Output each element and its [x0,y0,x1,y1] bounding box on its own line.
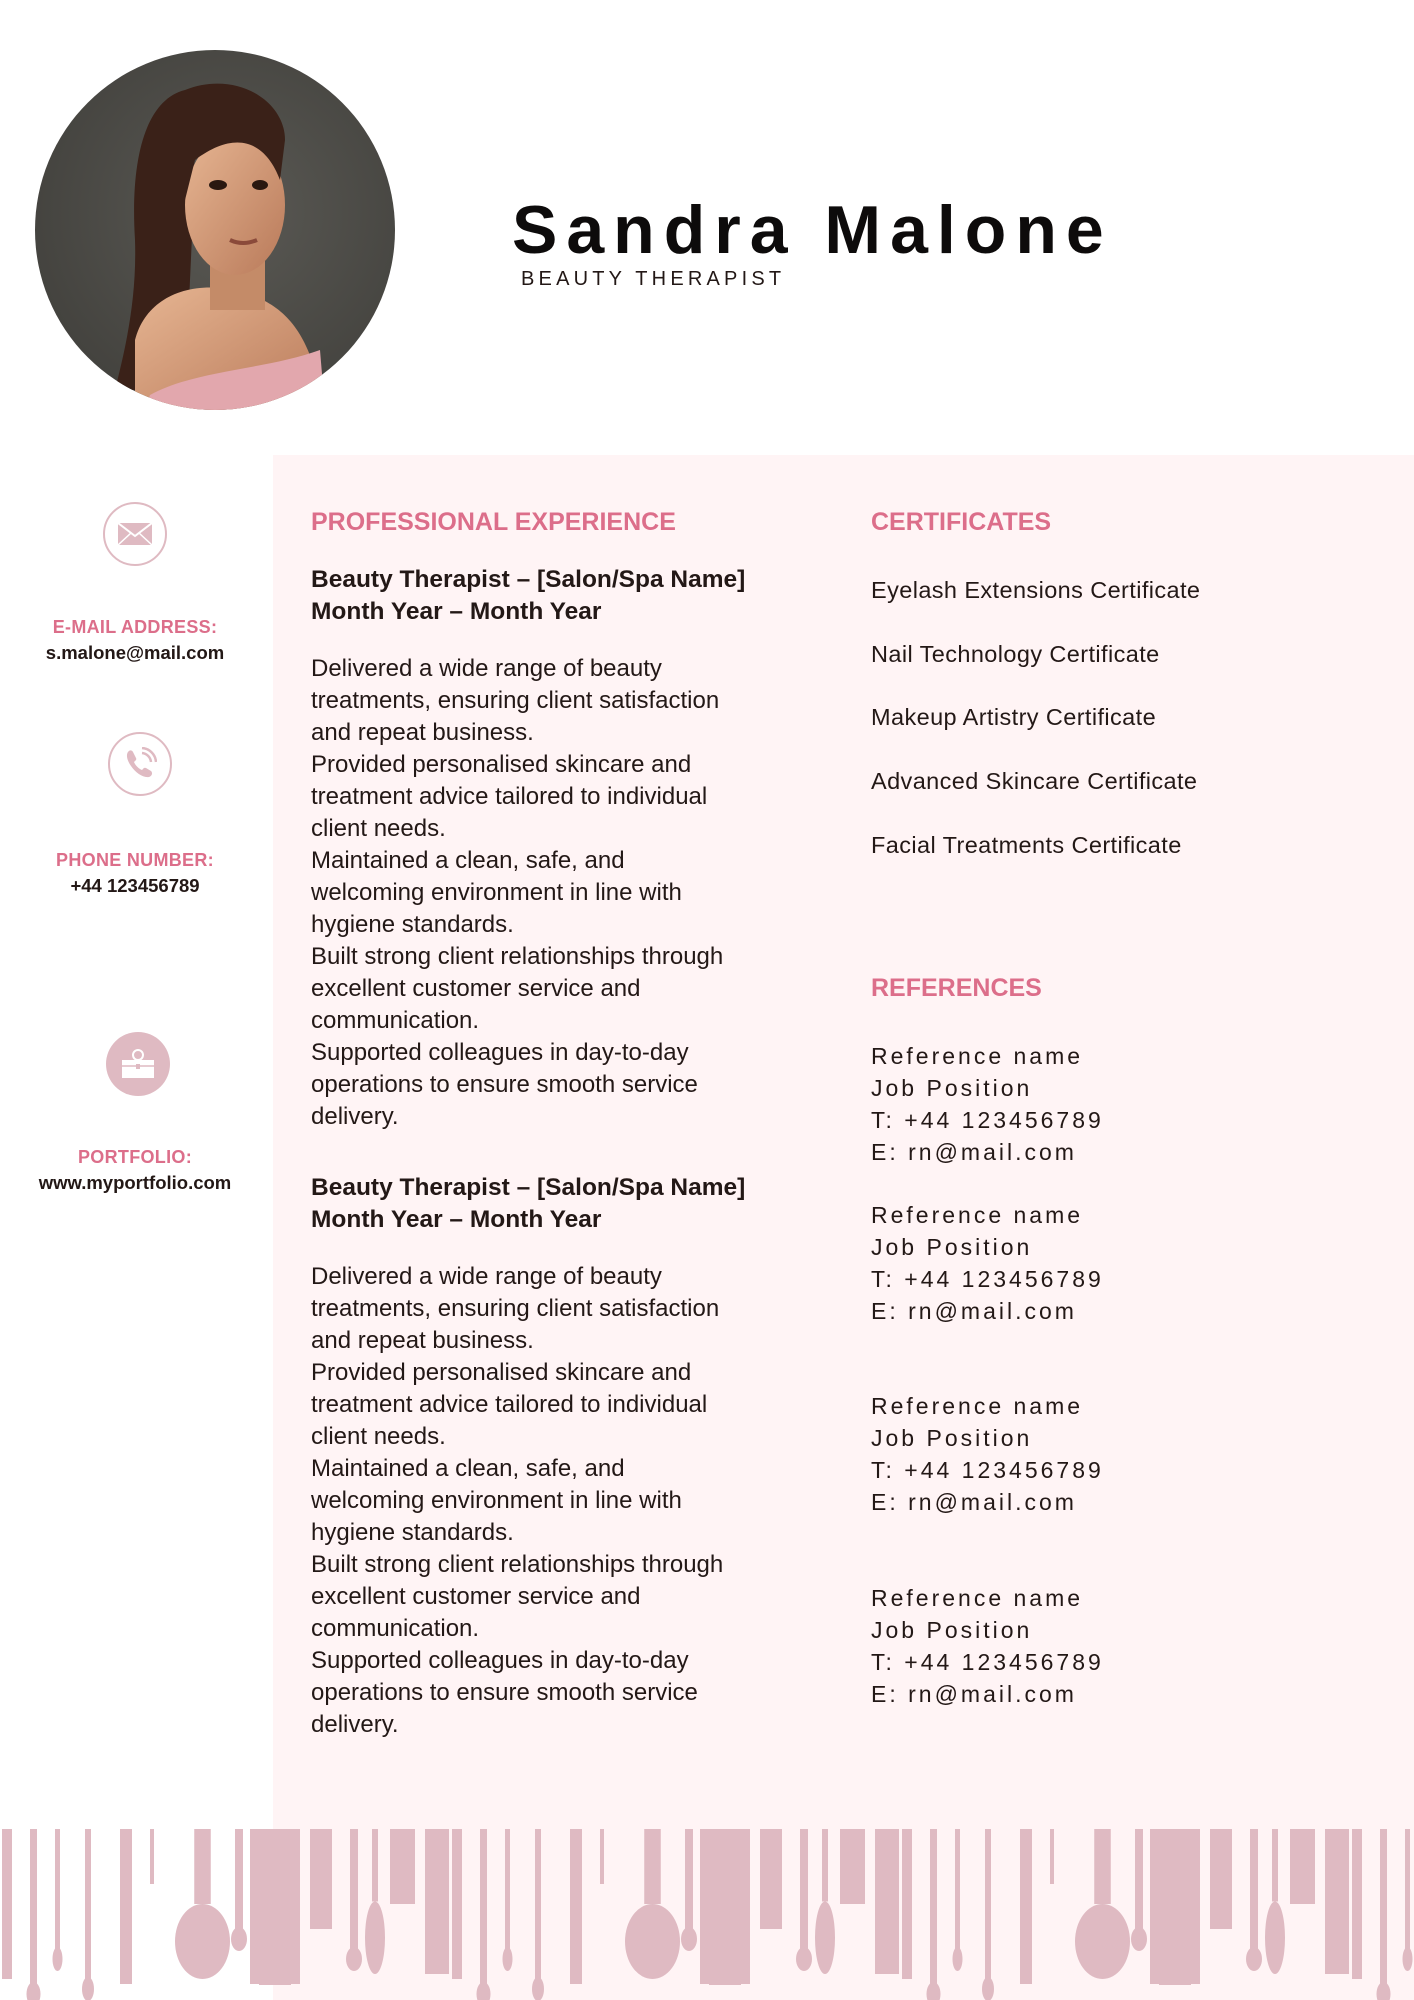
makeup-brush-icon [1352,1829,1362,1979]
makeup-brush-icon [1210,1829,1232,1929]
email-label: E-MAIL ADDRESS: [52,617,218,637]
job-description-line: Delivered a wide range of beauty [311,1263,662,1290]
reference-phone: T: +44 123456789 [871,1266,1104,1292]
job-description-line: hygiene standards. [311,1519,514,1546]
makeup-brush-icon [902,1829,912,1979]
candidate-name: Sandra Malone [512,192,1113,268]
makeup-brush-icon [150,1829,154,1884]
certificate-item: Eyelash Extensions Certificate [871,577,1201,603]
makeup-brush-icon [1290,1829,1315,1904]
experience-heading: PROFESSIONAL EXPERIENCE [311,508,676,536]
job-description-line: Supported colleagues in day-to-day [311,1647,689,1674]
makeup-brush-icon [346,1829,362,1971]
job-description-line: Maintained a clean, safe, and [311,847,625,874]
job-description-line: and repeat business. [311,719,534,746]
job-description-line: welcoming environment in line with [311,879,682,906]
makeup-brush-icon [1325,1829,1349,1974]
job-description-line: client needs. [311,1423,446,1450]
job-description-line: Built strong client relationships through [311,943,724,970]
reference-position: Job Position [871,1234,1033,1260]
certificate-item: Nail Technology Certificate [871,640,1160,667]
makeup-brush-icon [27,1829,41,2000]
certificate-item: Advanced Skincare Certificate [871,768,1198,795]
makeup-brush-icon [1246,1829,1262,1971]
job-description-line: treatment advice tailored to individual [311,1391,708,1418]
portfolio-label: PORTFOLIO: [78,1147,192,1167]
job-description-line: Built strong client relationships through [311,1551,724,1578]
makeup-brush-icon [82,1829,94,2000]
portfolio-contact [10,1144,260,1196]
makeup-brush-icon [425,1829,449,1974]
job-description-line: client needs. [311,815,446,842]
job-description-line: hygiene standards. [311,911,514,938]
makeup-brushes-decoration [0,1829,1414,2000]
job-description-line: operations to ensure smooth service [311,1679,698,1706]
makeup-brush-icon [982,1829,994,2000]
reference-name: Reference name [871,1202,1084,1228]
makeup-brush-icon [503,1829,513,1971]
job-description-line: communication. [311,1007,480,1034]
job-description-line: welcoming environment in line with [311,1487,682,1514]
job-description-line: Supported colleagues in day-to-day [311,1039,689,1066]
makeup-brush-icon [815,1829,835,1974]
email-value[interactable]: s.malone@mail.com [45,642,225,663]
makeup-brush-icon [1075,1829,1130,1979]
portfolio-value[interactable]: www.myportfolio.com [38,1172,232,1193]
phone-contact [10,847,260,899]
makeup-brush-icon [231,1829,247,1951]
job-description-line: treatment advice tailored to individual [311,783,708,810]
certificate-item: Facial Treatments Certificate [871,831,1182,858]
reference-name: Reference name [871,1043,1084,1069]
makeup-brush-icon [532,1829,544,2000]
reference-phone: T: +44 123456789 [871,1107,1104,1133]
makeup-brush-icon [120,1829,132,1984]
makeup-brush-icon [927,1829,941,2000]
reference-email: E: rn@mail.com [871,1681,1077,1707]
makeup-brush-icon [390,1829,415,1904]
makeup-brush-icon [1150,1829,1200,1984]
reference-position: Job Position [871,1075,1033,1101]
briefcase-icon [120,1048,156,1080]
makeup-brush-icon [875,1829,899,1974]
job-description-line: treatments, ensuring client satisfaction [311,687,720,714]
job-title: Beauty Therapist – [Salon/Spa Name] [311,566,746,593]
certificate-item: Makeup Artistry Certificate [871,704,1157,731]
job-description-line: excellent customer service and [311,1583,641,1610]
job-dates: Month Year – Month Year [311,598,602,625]
makeup-brush-icon [700,1829,750,1984]
phone-icon [123,747,157,781]
job-title-subtitle: BEAUTY THERAPIST [521,268,786,290]
makeup-brush-icon [1403,1829,1413,1971]
email-contact [10,614,260,666]
makeup-brush-icon [175,1829,230,1979]
makeup-brush-icon [625,1829,680,1979]
makeup-brush-icon [310,1829,332,1929]
phone-value[interactable]: +44 123456789 [70,875,200,896]
makeup-brush-icon [1377,1829,1391,2000]
job-description-line: delivery. [311,1103,399,1130]
makeup-brush-icon [2,1829,12,1979]
makeup-brush-icon [477,1829,491,2000]
makeup-brush-icon [681,1829,697,1951]
makeup-brush-icon [570,1829,582,1984]
job-description-line: operations to ensure smooth service [311,1071,698,1098]
envelope-icon [118,523,152,545]
reference-email: E: rn@mail.com [871,1489,1077,1515]
makeup-brush-icon [1050,1829,1054,1884]
job-description-line: and repeat business. [311,1327,534,1354]
job-title: Beauty Therapist – [Salon/Spa Name] [311,1174,746,1201]
makeup-brush-icon [1020,1829,1032,1984]
job-description-line: Delivered a wide range of beauty [311,655,662,682]
makeup-brush-icon [1131,1829,1147,1951]
makeup-brush-icon [250,1829,300,1984]
reference-phone: T: +44 123456789 [871,1457,1104,1483]
reference-name: Reference name [871,1393,1084,1419]
job-dates: Month Year – Month Year [311,1206,602,1233]
makeup-brush-icon [840,1829,865,1904]
job-description-line: treatments, ensuring client satisfaction [311,1295,720,1322]
portfolio-icon-circle [106,1032,170,1096]
job-description-line: excellent customer service and [311,975,641,1002]
email-icon-circle [103,502,167,566]
phone-icon-circle [108,732,172,796]
makeup-brush-icon [796,1829,812,1971]
makeup-brush-icon [953,1829,963,1971]
job-description-line: Provided personalised skincare and [311,1359,692,1386]
job-description-line: communication. [311,1615,480,1642]
job-description-line: Maintained a clean, safe, and [311,1455,625,1482]
makeup-brush-icon [452,1829,462,1979]
job-description-line: Provided personalised skincare and [311,751,692,778]
job-description-line: delivery. [311,1711,399,1738]
reference-name: Reference name [871,1585,1084,1611]
makeup-brush-icon [1265,1829,1285,1974]
reference-email: E: rn@mail.com [871,1298,1077,1324]
certificates-heading: CERTIFICATES [871,508,1052,536]
profile-photo [35,50,395,410]
reference-email: E: rn@mail.com [871,1139,1077,1165]
makeup-brush-icon [760,1829,782,1929]
reference-position: Job Position [871,1425,1033,1451]
phone-label: PHONE NUMBER: [56,850,214,870]
makeup-brush-icon [600,1829,604,1884]
references-heading: REFERENCES [871,974,1042,1002]
makeup-brush-icon [365,1829,385,1974]
makeup-brush-icon [53,1829,63,1971]
reference-position: Job Position [871,1617,1033,1643]
reference-phone: T: +44 123456789 [871,1649,1104,1675]
